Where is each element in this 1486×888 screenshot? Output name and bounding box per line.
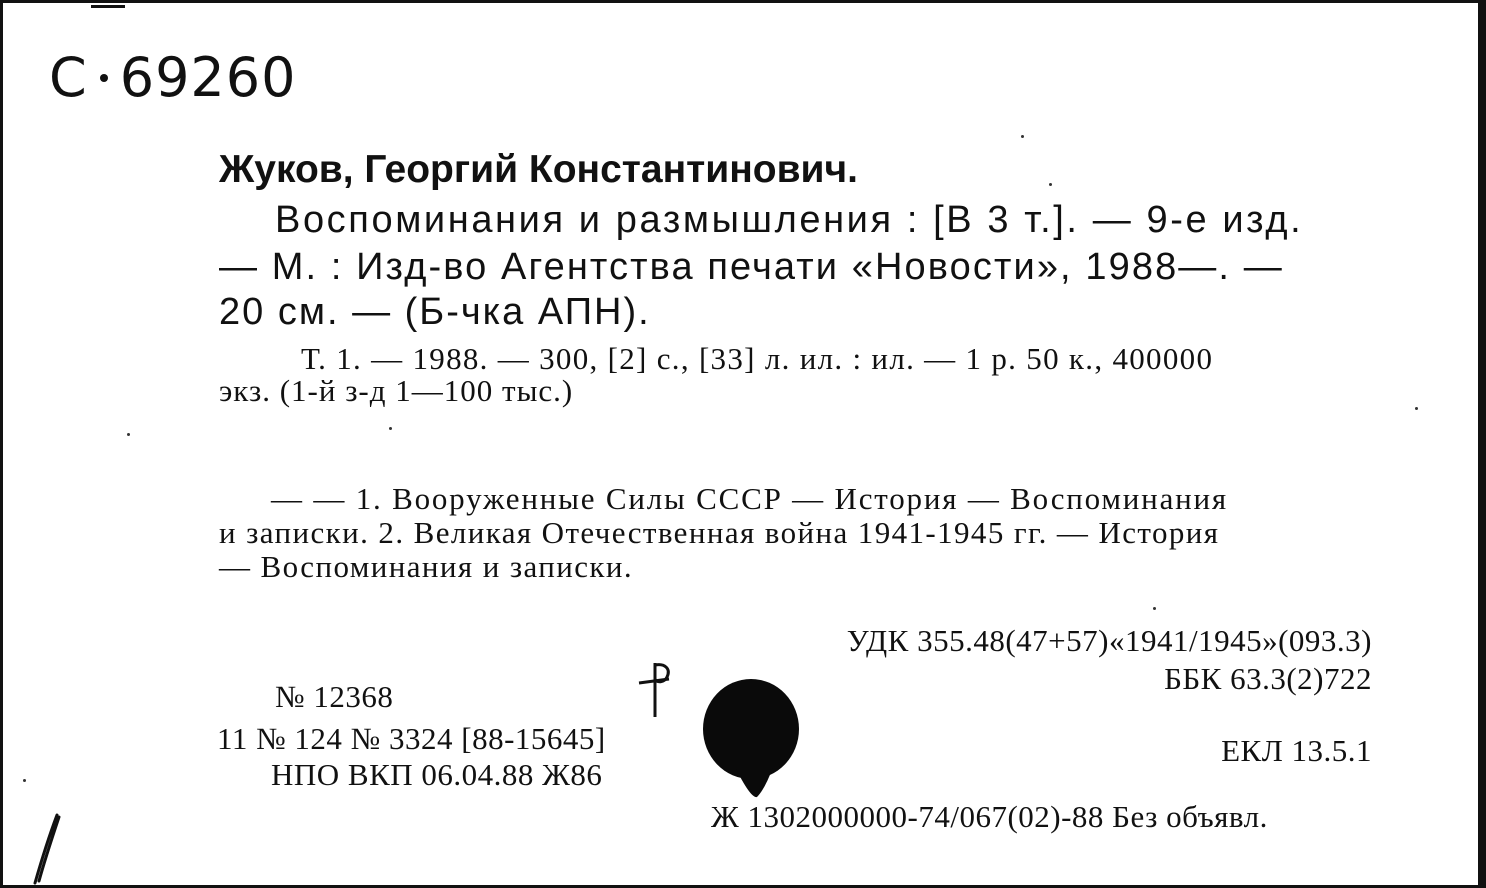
ink-blot — [695, 671, 811, 801]
author-heading: Жуков, Георгий Константинович. — [219, 148, 859, 191]
pen-stroke-mark — [23, 811, 67, 887]
volume-line-2: экз. (1-й з-д 1—100 тыс.) — [219, 373, 574, 408]
speck — [1049, 183, 1052, 186]
speck — [389, 427, 392, 430]
subject-line-2: и записки. 2. Великая Отечественная война 1941-1945 гг. — История — [219, 515, 1220, 550]
call-number-dot — [100, 74, 108, 82]
call-number-prefix: С — [49, 46, 88, 109]
speck — [1021, 135, 1024, 138]
stamp-mark — [625, 659, 687, 719]
title-line-3: 20 см. — (Б-чка АПН). — [219, 291, 651, 333]
subject-line-1: — — 1. Вооруженные Силы СССР — История — Воспоминания — [271, 481, 1228, 516]
udk-code: УДК 355.48(47+57)«1941/1945»(093.3) — [846, 623, 1372, 658]
speck — [127, 433, 130, 436]
volume-line-1: Т. 1. — 1988. — 300, [2] с., [33] л. ил. : ил. — 1 р. 50 к., 400000 — [301, 341, 1214, 376]
registration-line-2: 11 № 124 № 3324 [88-15645] — [217, 721, 606, 756]
speck — [1153, 607, 1156, 610]
call-number — [49, 46, 297, 109]
title-line-1: Воспоминания и размышления : [В 3 т.]. — 9-е изд. — [275, 199, 1304, 241]
speck — [1415, 407, 1418, 410]
call-number-value: 69260 — [119, 46, 297, 109]
corner-mark — [91, 5, 125, 8]
speck — [23, 779, 26, 782]
bbk-code: ББК 63.3(2)722 — [1164, 661, 1372, 696]
footer-line: Ж 1302000000-74/067(02)-88 Без объявл. — [711, 799, 1268, 834]
title-line-2: — М. : Изд-во Агентства печати «Новости», 1988—. — — [219, 246, 1284, 288]
registration-line-3: НПО ВКП 06.04.88 Ж86 — [271, 757, 603, 792]
registration-line-1: № 12368 — [275, 679, 394, 714]
ekl-code: ЕКЛ 13.5.1 — [1221, 733, 1372, 768]
subject-line-3: — Воспоминания и записки. — [219, 549, 633, 584]
